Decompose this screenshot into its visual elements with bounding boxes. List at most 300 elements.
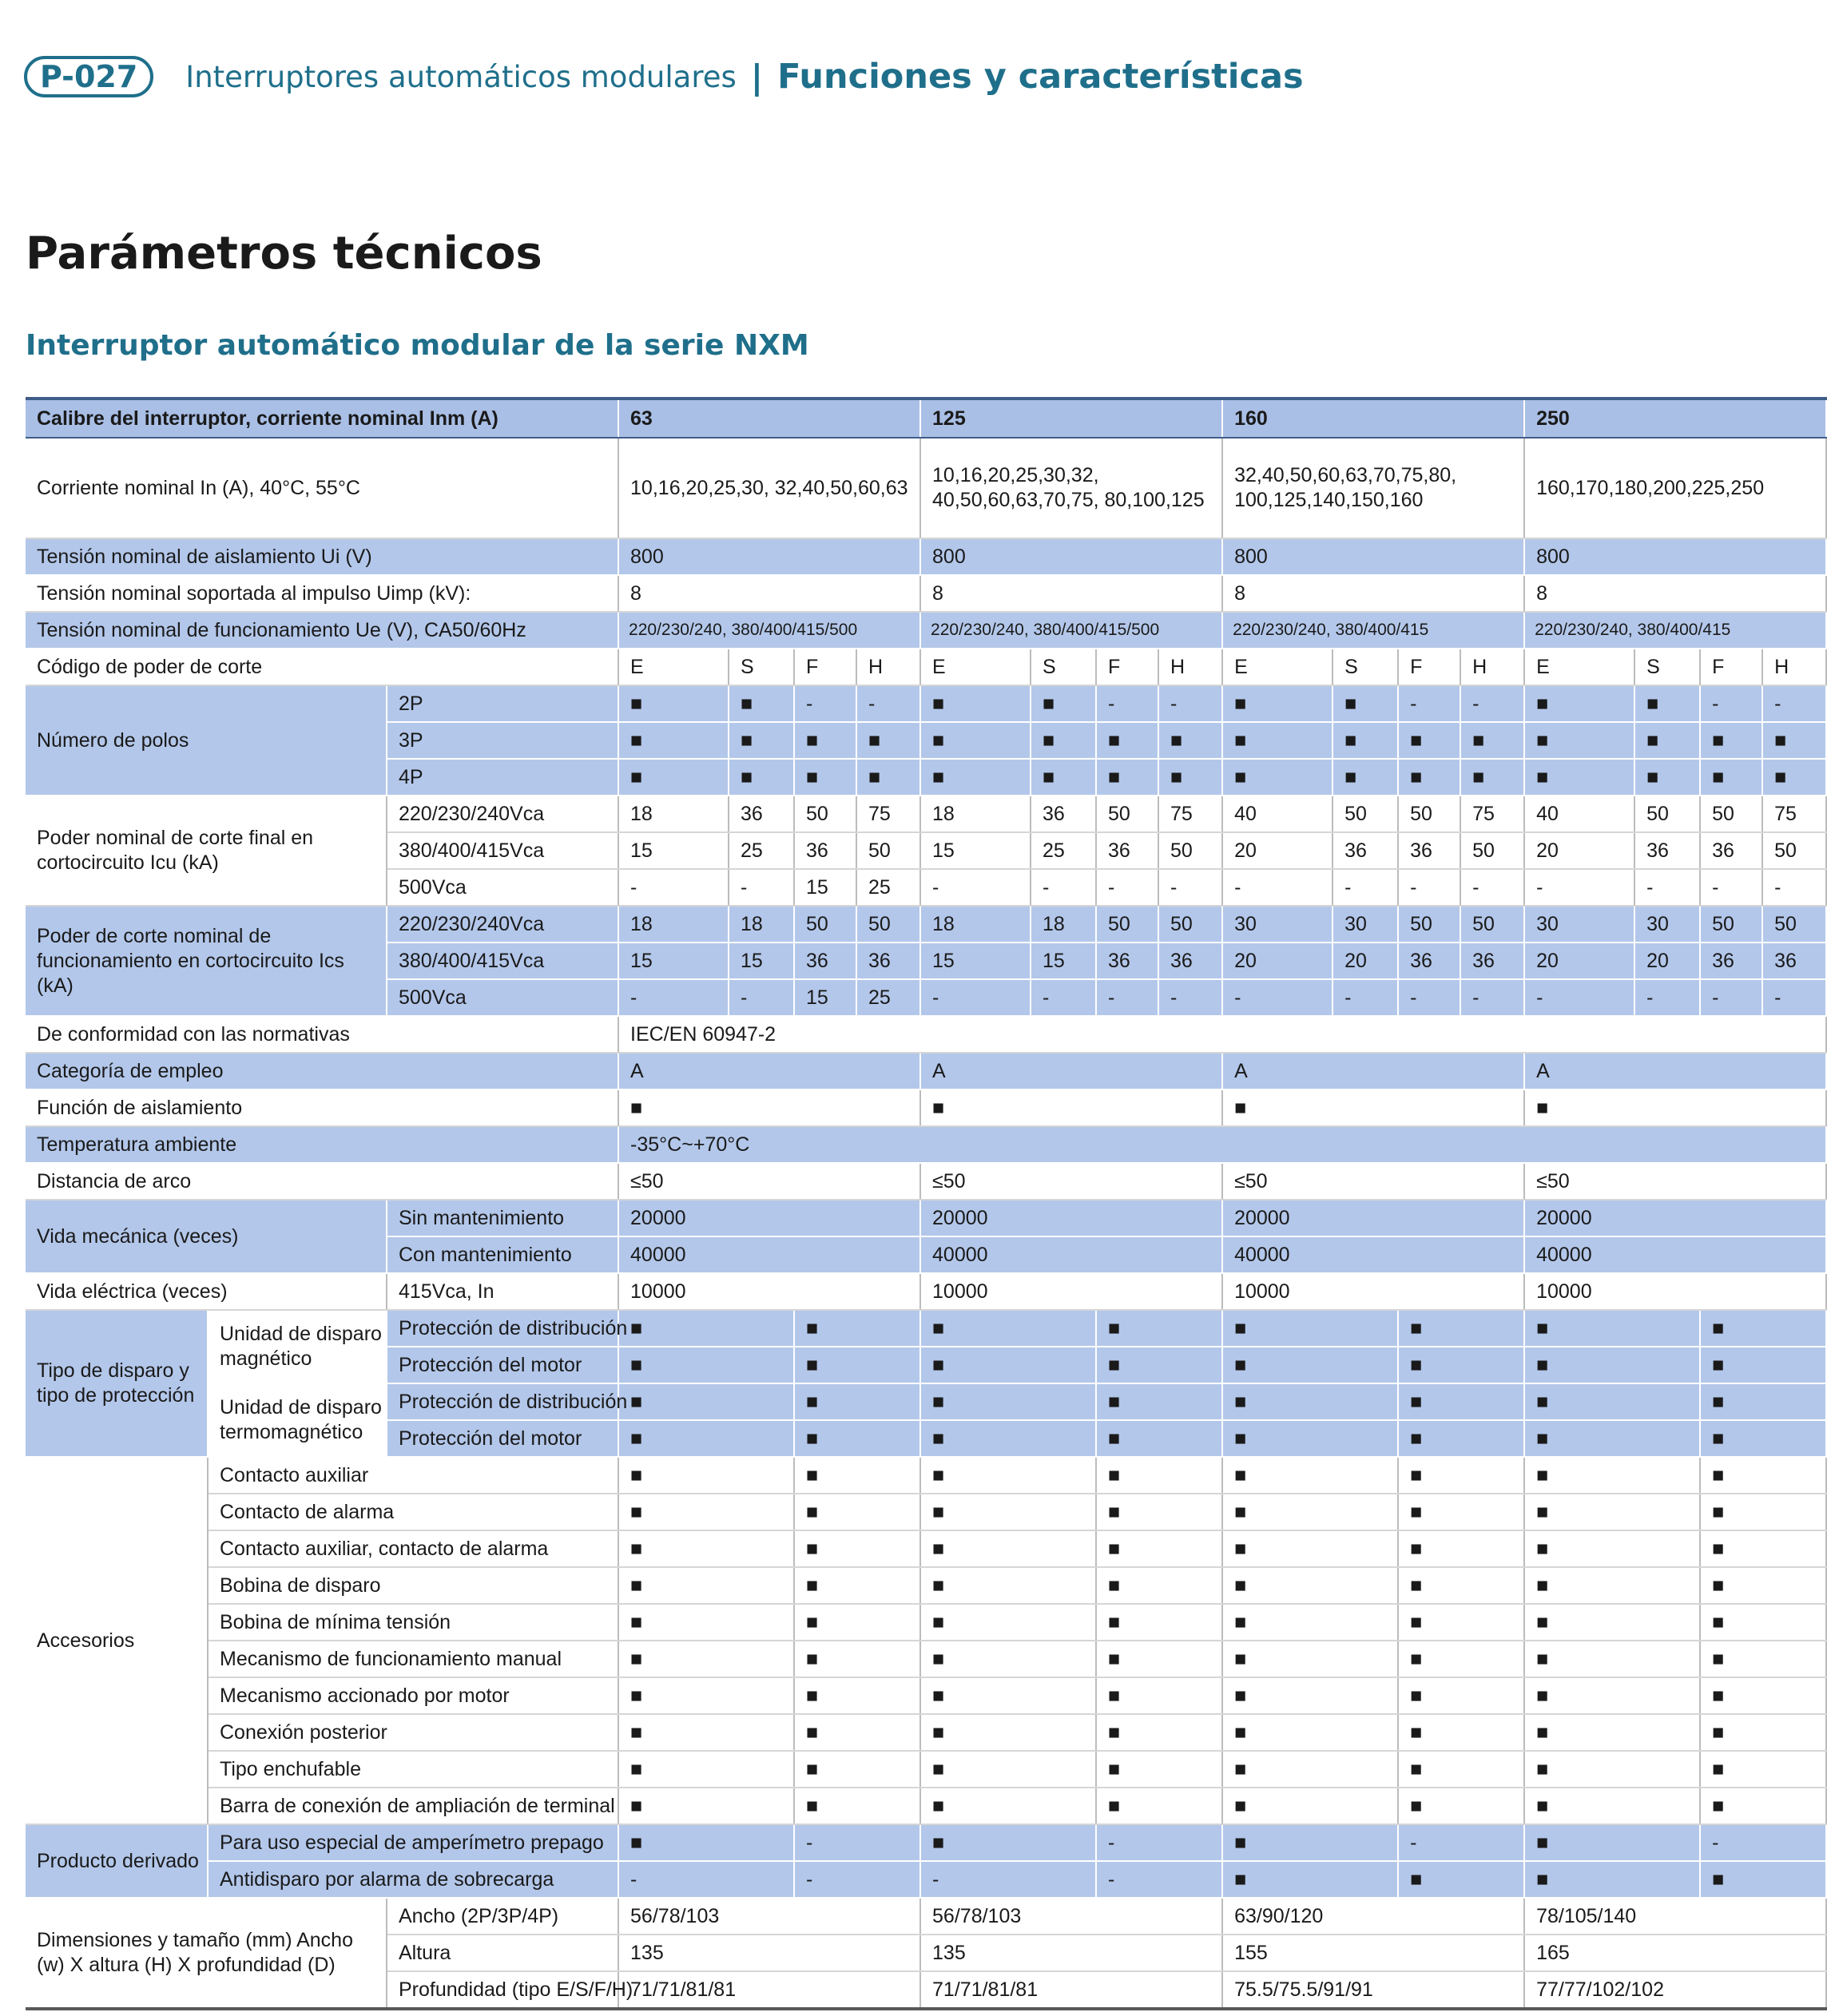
code-value: - [920, 979, 1031, 1016]
code-value: - [1096, 979, 1158, 1016]
code-value: 25 [1031, 832, 1096, 869]
code-value: - [1700, 869, 1762, 906]
code-value: ■ [1700, 722, 1762, 759]
frame-mark: ■ [1096, 1383, 1222, 1420]
code-value: 20 [1222, 832, 1333, 869]
frame-value: A [1222, 1053, 1524, 1089]
frame-value: 40000 [1524, 1236, 1826, 1273]
frame-mark: ■ [1700, 1641, 1826, 1677]
frame-mark: ■ [1096, 1714, 1222, 1751]
sub-label: Protección de distribución [387, 1383, 618, 1420]
page-code-badge: P-027 [24, 56, 153, 97]
sub-label: Barra de conexión de ampliación de terminal [208, 1788, 618, 1824]
group-label: Unidad de disparo termomagnético [208, 1383, 387, 1457]
code-value: 50 [1460, 832, 1524, 869]
frame-mark: ■ [794, 1567, 920, 1604]
frame-value: 10000 [1524, 1273, 1826, 1310]
code-value: 15 [618, 943, 729, 979]
frame-mark: ■ [1222, 1788, 1398, 1824]
code-value: - [1096, 869, 1158, 906]
frame-mark: ■ [920, 1641, 1096, 1677]
frame-mark: ■ [1222, 1457, 1398, 1494]
frame-mark: ■ [1398, 1641, 1524, 1677]
sub-label: Altura [387, 1935, 618, 1971]
code-value: 30 [1634, 906, 1700, 943]
code-value: 36 [1031, 796, 1096, 832]
frame-value: A [618, 1053, 920, 1089]
frame-mark: ■ [1096, 1310, 1222, 1347]
accessory-row [26, 1457, 1826, 1494]
frame-mark: ■ [1222, 1604, 1398, 1641]
code-value: ■ [1031, 722, 1096, 759]
row-label: Accesorios [26, 1457, 208, 1824]
code-value: 36 [1460, 943, 1524, 979]
frame-value: 800 [618, 538, 920, 575]
code-value: ■ [1634, 685, 1700, 722]
code-value: 50 [1398, 906, 1460, 943]
poles-row [26, 685, 1826, 722]
frame-mark: ■ [920, 1567, 1096, 1604]
code-value: - [1524, 869, 1634, 906]
code-value: - [729, 979, 794, 1016]
frame-mark: ■ [618, 1824, 794, 1861]
dimensions-row [26, 1898, 1826, 1935]
code-value: 36 [1096, 832, 1158, 869]
header-separator: | [750, 57, 764, 97]
frame-mark: ■ [920, 1420, 1096, 1457]
code-value: - [1460, 869, 1524, 906]
isolation-row [26, 1089, 1826, 1126]
frame-mark: ■ [618, 1530, 794, 1567]
frame-value: 77/77/102/102 [1524, 1971, 1826, 2009]
sub-label: 3P [387, 722, 618, 759]
frame-mark: ■ [794, 1457, 920, 1494]
frame-value: 10000 [618, 1273, 920, 1310]
sub-label: Mecanismo accionado por motor [208, 1677, 618, 1714]
breaking-code: S [729, 649, 794, 685]
frame-mark: ■ [1524, 1824, 1700, 1861]
code-value: - [1031, 869, 1096, 906]
frame-mark: ■ [1524, 1751, 1700, 1788]
code-value: ■ [1031, 685, 1096, 722]
code-value: ■ [1222, 759, 1333, 796]
frame-mark: ■ [1096, 1567, 1222, 1604]
code-value: ■ [1333, 759, 1398, 796]
frame-value: 20000 [618, 1200, 920, 1236]
frame-mark: ■ [1700, 1420, 1826, 1457]
frame-mark: ■ [1398, 1347, 1524, 1383]
code-value: 25 [729, 832, 794, 869]
derived-row [26, 1824, 1826, 1861]
code-value: 15 [920, 943, 1031, 979]
code-value: - [1222, 979, 1333, 1016]
sub-label: Bobina de mínima tensión [208, 1604, 618, 1641]
accessory-row [26, 1677, 1826, 1714]
code-value: 36 [1762, 943, 1826, 979]
code-value: ■ [1096, 722, 1158, 759]
breaking-code: E [1222, 649, 1333, 685]
code-value: ■ [1762, 722, 1826, 759]
code-value: 75 [856, 796, 920, 832]
frame-mark: ■ [1398, 1751, 1524, 1788]
code-value: 40 [1524, 796, 1634, 832]
code-value: 15 [1031, 943, 1096, 979]
frame-mark: ■ [1524, 1420, 1700, 1457]
code-value: 50 [856, 832, 920, 869]
code-value: 36 [729, 796, 794, 832]
code-value: ■ [618, 685, 729, 722]
code-value: ■ [920, 722, 1031, 759]
code-value: - [1524, 979, 1634, 1016]
frame-mark: ■ [1398, 1383, 1524, 1420]
sub-label: Contacto de alarma [208, 1494, 618, 1530]
code-value: - [1031, 979, 1096, 1016]
frame-mark: ■ [920, 1677, 1096, 1714]
code-value: 30 [1333, 906, 1398, 943]
frame-mark: ■ [1222, 1751, 1398, 1788]
code-value: ■ [1222, 722, 1333, 759]
code-value: 18 [729, 906, 794, 943]
frame-mark: ■ [1524, 1457, 1700, 1494]
code-value: 75 [1158, 796, 1222, 832]
frame-mark: ■ [920, 1604, 1096, 1641]
frame-mark: ■ [920, 1494, 1096, 1530]
code-value: - [1634, 869, 1700, 906]
frame-value: 10,16,20,25,30,32, 40,50,60,63,70,75, 80,100,125 [920, 438, 1222, 538]
sub-label: 220/230/240Vca [387, 796, 618, 832]
row-label: Tensión nominal de funcionamiento Ue (V), CA50/60Hz [26, 612, 618, 649]
code-value: 30 [1222, 906, 1333, 943]
row-label: Categoría de empleo [26, 1053, 618, 1089]
frame-mark: ■ [618, 1457, 794, 1494]
frame-mark: ■ [618, 1494, 794, 1530]
frame-mark: ■ [1700, 1457, 1826, 1494]
frame-value: 160 [1222, 399, 1524, 438]
frame-mark: - [1096, 1824, 1222, 1861]
sub-label: Conexión posterior [208, 1714, 618, 1751]
code-value: - [1634, 979, 1700, 1016]
frame-value: 8 [1524, 575, 1826, 612]
frame-mark: ■ [1398, 1530, 1524, 1567]
accessory-row [26, 1530, 1826, 1567]
row-label: Vida eléctrica (veces) [26, 1273, 387, 1310]
sub-label: 220/230/240Vca [387, 906, 618, 943]
code-value: 20 [1634, 943, 1700, 979]
accessory-row [26, 1494, 1826, 1530]
sub-label: 380/400/415Vca [387, 943, 618, 979]
frame-mark: ■ [618, 1714, 794, 1751]
frame-mark: ■ [1096, 1420, 1222, 1457]
frame-mark: ■ [1700, 1788, 1826, 1824]
frame-mark: ■ [1524, 1383, 1700, 1420]
code-value: ■ [729, 722, 794, 759]
row-label: Número de polos [26, 685, 387, 796]
operating-voltage-row [26, 612, 1826, 649]
frame-mark: ■ [1222, 1714, 1398, 1751]
frame-mark: ■ [1096, 1751, 1222, 1788]
frame-mark: ■ [1524, 1788, 1700, 1824]
code-value: ■ [794, 722, 856, 759]
code-value: 36 [794, 832, 856, 869]
code-value: - [856, 685, 920, 722]
code-value: 50 [1634, 796, 1700, 832]
code-value: ■ [920, 759, 1031, 796]
code-value: - [618, 869, 729, 906]
code-value: - [1460, 979, 1524, 1016]
code-value: 15 [794, 979, 856, 1016]
frame-mark: ■ [618, 1641, 794, 1677]
code-value: 20 [1333, 943, 1398, 979]
frame-mark: - [1096, 1861, 1222, 1898]
code-value: - [1700, 979, 1762, 1016]
frame-mark: ■ [1524, 1861, 1700, 1898]
frame-mark: ■ [1700, 1861, 1826, 1898]
frame-mark: ■ [794, 1347, 920, 1383]
frame-mark: ■ [1700, 1494, 1826, 1530]
code-value: ■ [1158, 722, 1222, 759]
frame-mark: ■ [1398, 1457, 1524, 1494]
row-label: Tensión nominal soportada al impulso Uimp (kV): [26, 575, 618, 612]
code-value: 36 [1158, 943, 1222, 979]
sub-label: Mecanismo de funcionamiento manual [208, 1641, 618, 1677]
frame-mark: ■ [794, 1604, 920, 1641]
frame-mark: ■ [1700, 1530, 1826, 1567]
code-value: ■ [1333, 685, 1398, 722]
frame-mark: ■ [1222, 1641, 1398, 1677]
code-value: ■ [1222, 685, 1333, 722]
row-label: Tipo de disparo y tipo de protección [26, 1310, 208, 1457]
breaking-code: H [1460, 649, 1524, 685]
frame-value: A [1524, 1053, 1826, 1089]
code-value: - [1096, 685, 1158, 722]
frame-mark: ■ [794, 1641, 920, 1677]
category-row [26, 1053, 1826, 1089]
sub-label: Antidisparo por alarma de sobrecarga [208, 1861, 618, 1898]
code-value: 50 [1762, 906, 1826, 943]
accessory-row [26, 1567, 1826, 1604]
electrical-life-row [26, 1273, 1826, 1310]
impulse-voltage-row [26, 575, 1826, 612]
trip-type-row [26, 1383, 1826, 1420]
breaking-code: H [1762, 649, 1826, 685]
code-value: 36 [1333, 832, 1398, 869]
sub-label: Para uso especial de amperímetro prepago [208, 1824, 618, 1861]
code-value: ■ [1524, 685, 1634, 722]
rated-current-row [26, 438, 1826, 538]
code-value: - [1762, 685, 1826, 722]
code-value: 20 [1524, 943, 1634, 979]
frame-mark: ■ [1700, 1751, 1826, 1788]
frame-mark: ■ [1096, 1494, 1222, 1530]
breaking-code: F [1700, 649, 1762, 685]
frame-mark: ■ [1700, 1383, 1826, 1420]
frame-value: ■ [618, 1089, 920, 1126]
frame-value: 20000 [1524, 1200, 1826, 1236]
frame-mark: ■ [1524, 1494, 1700, 1530]
code-value: 36 [1634, 832, 1700, 869]
section-title: Parámetros técnicos [26, 228, 542, 280]
frame-mark: ■ [1398, 1677, 1524, 1714]
breaking-code: S [1634, 649, 1700, 685]
frame-value: 63/90/120 [1222, 1898, 1524, 1935]
frame-mark: ■ [618, 1604, 794, 1641]
row-label: Dimensiones y tamaño (mm) Ancho (w) X altura (H) X profundidad (D) [26, 1898, 387, 2009]
code-value: - [1762, 869, 1826, 906]
code-value: 36 [856, 943, 920, 979]
frame-mark: - [794, 1861, 920, 1898]
frame-mark: ■ [794, 1420, 920, 1457]
frame-value: ■ [920, 1089, 1222, 1126]
temperature-value: -35°C~+70°C [618, 1126, 1826, 1163]
frame-value: 20000 [920, 1200, 1222, 1236]
row-label: Vida mecánica (veces) [26, 1200, 387, 1273]
frame-value: 63 [618, 399, 920, 438]
frame-value: 10000 [920, 1273, 1222, 1310]
header-category: Interruptores automáticos modulares [185, 59, 737, 94]
header-section: Funciones y características [777, 57, 1304, 97]
code-value: 18 [618, 796, 729, 832]
frame-mark: ■ [1700, 1677, 1826, 1714]
code-value: 50 [1460, 906, 1524, 943]
frame-mark: ■ [1700, 1310, 1826, 1347]
accessory-row [26, 1751, 1826, 1788]
code-value: 50 [1333, 796, 1398, 832]
code-value: - [1158, 979, 1222, 1016]
frame-mark: ■ [1222, 1310, 1398, 1347]
breaking-code: H [856, 649, 920, 685]
frame-value: 160,170,180,200,225,250 [1524, 438, 1826, 538]
frame-mark: ■ [1524, 1347, 1700, 1383]
frame-mark: ■ [1524, 1530, 1700, 1567]
code-value: 18 [920, 906, 1031, 943]
frame-mark: ■ [1398, 1788, 1524, 1824]
sub-label: 415Vca, In [387, 1273, 618, 1310]
code-value: ■ [1762, 759, 1826, 796]
ics-row [26, 906, 1826, 943]
code-value: 25 [856, 869, 920, 906]
row-label: Poder nominal de corte final en cortocircuito Icu (kA) [26, 796, 387, 906]
code-value: 40 [1222, 796, 1333, 832]
frame-mark: ■ [1398, 1567, 1524, 1604]
frame-mark: ■ [920, 1751, 1096, 1788]
frame-mark: ■ [794, 1494, 920, 1530]
frame-mark: ■ [1524, 1310, 1700, 1347]
code-value: 30 [1524, 906, 1634, 943]
code-value: - [1333, 869, 1398, 906]
code-value: - [1700, 685, 1762, 722]
code-value: - [1222, 869, 1333, 906]
breaking-code: S [1333, 649, 1398, 685]
code-value: 18 [1031, 906, 1096, 943]
accessory-row [26, 1788, 1826, 1824]
frame-value: ≤50 [1524, 1163, 1826, 1200]
code-value: 75 [1762, 796, 1826, 832]
frame-mark: ■ [1096, 1530, 1222, 1567]
row-label: Distancia de arco [26, 1163, 618, 1200]
derived-row [26, 1861, 1826, 1898]
frame-mark: ■ [1222, 1494, 1398, 1530]
sub-label: Bobina de disparo [208, 1567, 618, 1604]
frame-value: 40000 [1222, 1236, 1524, 1273]
frame-mark: - [794, 1824, 920, 1861]
header-label: Calibre del interruptor, corriente nominal Inm (A) [26, 399, 618, 438]
sub-label: Tipo enchufable [208, 1751, 618, 1788]
frame-value: ≤50 [1222, 1163, 1524, 1200]
frame-value: 800 [920, 538, 1222, 575]
frame-mark: ■ [618, 1420, 794, 1457]
breaking-code-row [26, 649, 1826, 685]
code-value: 18 [920, 796, 1031, 832]
code-value: ■ [920, 685, 1031, 722]
sub-label: 380/400/415Vca [387, 832, 618, 869]
sub-label: Protección del motor [387, 1420, 618, 1457]
frame-mark: ■ [618, 1310, 794, 1347]
spec-table [26, 397, 1827, 2010]
frame-value: 56/78/103 [618, 1898, 920, 1935]
code-value: 36 [1096, 943, 1158, 979]
code-value: - [1158, 685, 1222, 722]
code-value: ■ [1700, 759, 1762, 796]
code-value: ■ [856, 759, 920, 796]
frame-value: 8 [618, 575, 920, 612]
code-value: ■ [1460, 759, 1524, 796]
icu-row [26, 796, 1826, 832]
frame-value: 800 [1222, 538, 1524, 575]
frame-value: 8 [1222, 575, 1524, 612]
row-label: Temperatura ambiente [26, 1126, 618, 1163]
code-value: ■ [1634, 722, 1700, 759]
frame-mark: ■ [1700, 1714, 1826, 1751]
frame-mark: ■ [794, 1310, 920, 1347]
code-value: 50 [1158, 832, 1222, 869]
frame-mark: ■ [1096, 1457, 1222, 1494]
frame-mark: ■ [1222, 1861, 1398, 1898]
frame-mark: ■ [1398, 1604, 1524, 1641]
accessory-row [26, 1641, 1826, 1677]
frame-mark: - [1398, 1824, 1524, 1861]
frame-mark: - [1700, 1824, 1826, 1861]
code-value: 15 [794, 869, 856, 906]
code-value: 50 [794, 906, 856, 943]
frame-value: 155 [1222, 1935, 1524, 1971]
breaking-code: F [794, 649, 856, 685]
accessory-row [26, 1604, 1826, 1641]
page-header [24, 53, 1304, 101]
frame-value: 71/71/81/81 [618, 1971, 920, 2009]
code-value: 25 [856, 979, 920, 1016]
frame-mark: ■ [618, 1567, 794, 1604]
accessory-row [26, 1714, 1826, 1751]
frame-value: 32,40,50,60,63,70,75,80, 100,125,140,150,160 [1222, 438, 1524, 538]
frame-mark: ■ [920, 1714, 1096, 1751]
frame-value: 71/71/81/81 [920, 1971, 1222, 2009]
code-value: 18 [618, 906, 729, 943]
frame-mark: ■ [618, 1751, 794, 1788]
breaking-code: S [1031, 649, 1096, 685]
frame-mark: ■ [794, 1714, 920, 1751]
row-label: Tensión nominal de aislamiento Ui (V) [26, 538, 618, 575]
code-value: - [1762, 979, 1826, 1016]
header-row [26, 399, 1826, 438]
breaking-code: F [1096, 649, 1158, 685]
sub-label: 4P [387, 759, 618, 796]
frame-mark: ■ [1700, 1347, 1826, 1383]
breaking-code: E [1524, 649, 1634, 685]
code-value: ■ [729, 759, 794, 796]
frame-value: 220/230/240, 380/400/415/500 [920, 612, 1222, 649]
frame-mark: ■ [1524, 1714, 1700, 1751]
frame-mark: ■ [1524, 1641, 1700, 1677]
